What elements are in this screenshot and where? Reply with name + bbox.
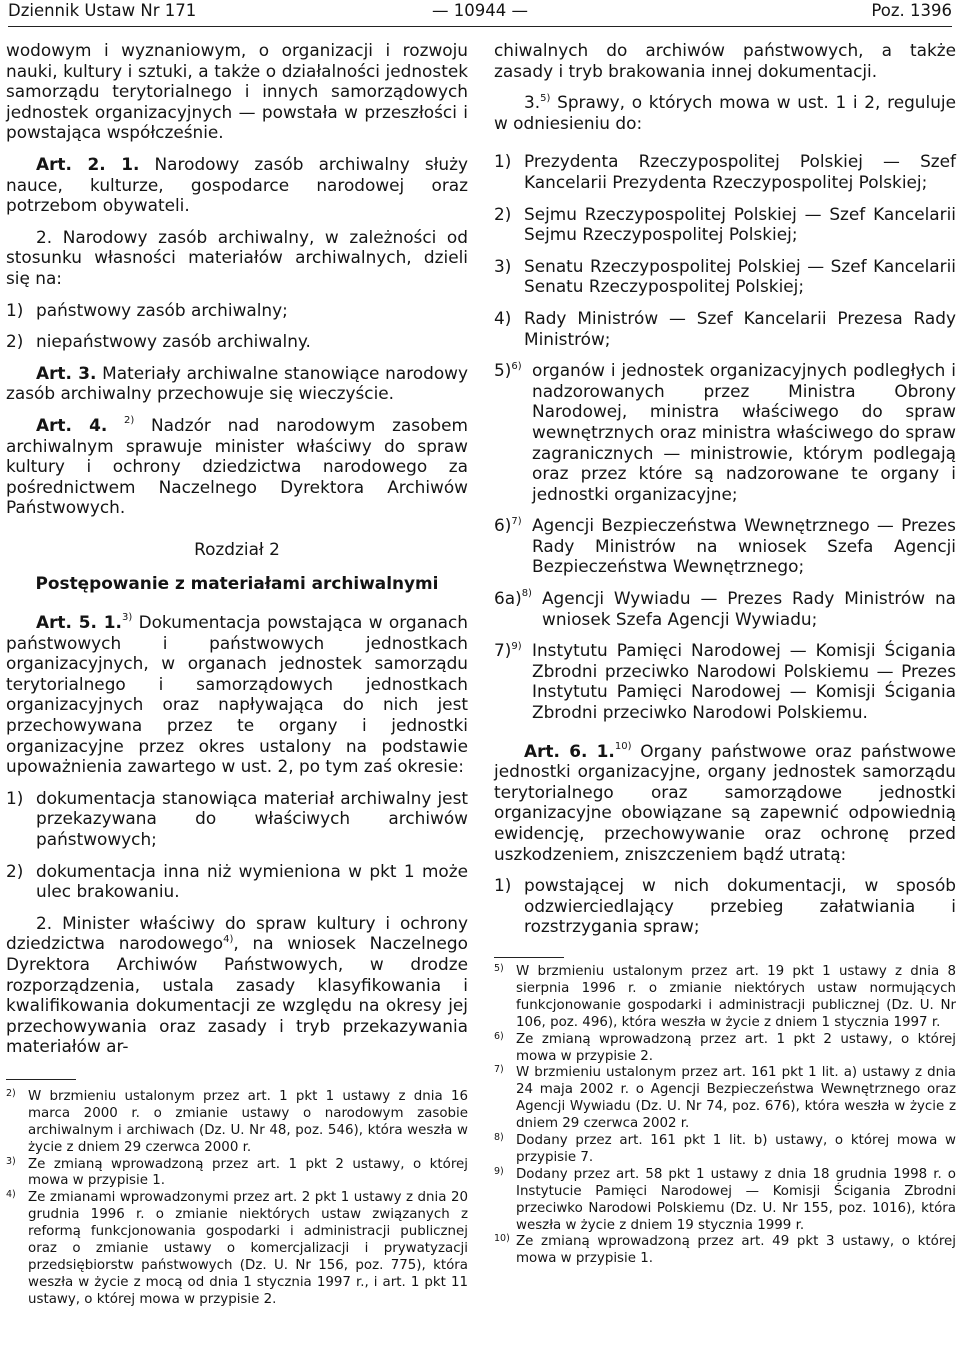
footnote-text: Dodany przez art. 58 pkt 1 ustawy z dnia 18 grudnia 1998 r. o Instytucie Pamięci Narodowej — Komisji Ścigania Zbrodni przeciwko Narodowi Polskiemu (Dz. U. Nr 155, poz. 1016), która weszła w życie z dniem 19 stycznia 1999 r.: [516, 1166, 956, 1233]
right-footnotes: [494, 964, 956, 1268]
art-5-ust-2: [6, 913, 468, 1057]
chapter-title: Postępowanie z materiałami archiwalnymi: [35, 573, 439, 594]
list-item-text: Instytutu Pamięci Narodowej — Komisji Ścigania Zbrodni przeciwko Narodowi Polskiemu — Prezes Instytutu Pamięci Narodowej — Komisji Ścigania Zbrodni przeciwko Narodowi Polskiemu.: [532, 640, 956, 723]
list-item: [494, 308, 956, 349]
list-item: [6, 861, 468, 902]
art-5-ust-3: [494, 92, 956, 133]
list-item-text: Senatu Rzeczypospolitej Polskiej — Szef Kancelarii Senatu Rzeczypospolitej Polskiej;: [524, 255, 956, 297]
list-item: [6, 331, 468, 352]
footnote-ref: 4): [223, 933, 234, 945]
list-item-text: Sejmu Rzeczypospolitej Polskiej — Szef Kancelarii Sejmu Rzeczypospolitej Polskiej;: [524, 203, 956, 245]
art-5-ust-2-text-b: , na wniosek Naczelnego Dyrektora Archiwów Państwowych, w drodze rozporządzenia, ustala zasady klasyfikowania i kwalifikowania dokumentacji ze względu na okresy jej przechowywania oraz zasady i tryb przekazywania materiałów ar-: [6, 933, 468, 1057]
list-item-number: 2): [6, 331, 24, 352]
art-2-ust-2: 2. Narodowy zasób archiwalny, w zależności od stosunku własności materiałów archiwalnych, dzieli się na:: [6, 226, 468, 288]
list-item: [6, 788, 468, 850]
list-item-number: 3): [494, 255, 512, 276]
position-number: Poz. 1396: [871, 1, 952, 20]
footnote-ref: 6): [511, 360, 522, 372]
footnote-text: Ze zmianami wprowadzonymi przez art. 2 pkt 1 ustawy z dnia 20 grudnia 1996 r. o zmianie niektórych ustaw związanych z reformą funkcjonowania gospodarki i administracji publicznej oraz o zmianie ustawy o komercjalizacji i prywatyzacji przedsiębiorstw państwowych (Dz. U. Nr 156, poz. 775), która weszła w życie z mocą od dnia 1 stycznia 1997 r., i art. 1 pkt 11 ustawy, o której mowa w przypisie 2.: [28, 1190, 468, 1307]
journal-title: Dziennik Ustaw Nr 171: [8, 1, 197, 20]
list-item-number: 2): [6, 860, 24, 881]
art-3-text: Materiały archiwalne stanowiące narodowy zasób archiwalny przechowuje się wieczyście.: [6, 362, 468, 404]
art-6-label: Art. 6. 1.: [524, 740, 615, 761]
intro-paragraph: wodowym i wyznaniowym, o organizacji i rozwoju nauki, kultury i sztuki, a także o działalności jednostek samorządu terytorialnego i innych samorządowych jednostek organizacyjnych — powstała w przeszłości i powstająca współcześnie.: [6, 40, 468, 143]
footnote-number: 6): [494, 1030, 504, 1042]
running-header: [8, 0, 952, 27]
footnote-number: 7): [494, 1064, 504, 1076]
art-6-ust-1: [494, 741, 956, 865]
footnote-number: 5): [494, 962, 504, 974]
list-item-number: 1): [494, 875, 512, 896]
footnote-divider: [494, 957, 564, 958]
footnote-ref: 9): [511, 640, 522, 652]
footnote-text: W brzmieniu ustalonym przez art. 161 pkt 1 lit. a) ustawy z dnia 24 maja 2002 r. o Agencji Bezpieczeństwa Wewnętrznego oraz Agencji Wywiadu (Dz. U. Nr 74, poz. 676), która weszła w życie z dniem 29 czerwca 2002 r.: [516, 1065, 956, 1132]
left-column: [6, 40, 468, 1309]
list-item-text: Prezydenta Rzeczypospolitej Polskiej — Szef Kancelarii Prezydenta Rzeczypospolitej Polskiej;: [524, 151, 956, 192]
art-4-text: Nadzór nad narodowym zasobem archiwalnym sprawuje minister właściwy do spraw kultury i ochrony dziedzictwa narodowego za pośrednictwem Naczelnego Dyrektora Archiwów Państwowych.: [6, 414, 468, 518]
art-3-label: Art. 3.: [36, 362, 97, 383]
page-number: — 10944 —: [432, 1, 528, 20]
footnote: [494, 1065, 956, 1133]
list-item: [494, 256, 956, 297]
left-footnotes: [6, 1089, 468, 1309]
list-item-number: [494, 640, 522, 661]
footnote: [494, 1133, 956, 1167]
footnote-divider: [6, 1079, 76, 1080]
footnote-number: 8): [494, 1132, 504, 1144]
list-item-text: dokumentacja stanowiąca materiał archiwalny jest przekazywana do właściwych archiwów państwowych;: [36, 787, 468, 849]
list-item-number: 2): [494, 203, 512, 224]
list-item-text: organów i jednostek organizacyjnych podległych i nadzorowanych przez Ministra Obrony Narodowej, ministra właściwego do spraw wewnętrznych oraz ministra właściwego do spraw zagranicznych — ministrowie, którym podlegają oraz przez które są nadzorowane te organy i jednostki organizacyjne;: [532, 360, 956, 504]
list-item-number: [494, 515, 522, 536]
list-item-text: niepaństwowy zasób archiwalny.: [36, 331, 311, 352]
list-item: [494, 360, 956, 504]
list-item: [494, 875, 956, 937]
list-item: [494, 640, 956, 722]
list-item-text: Agencji Wywiadu — Prezes Rady Ministrów na wniosek Szefa Agencji Wywiadu;: [542, 588, 956, 629]
list-item: [494, 515, 956, 577]
footnote-text: Ze zmianą wprowadzoną przez art. 49 pkt 3 ustawy, o której mowa w przypisie 1.: [516, 1234, 956, 1267]
footnote: [6, 1157, 468, 1191]
footnote-number: 4): [6, 1189, 16, 1201]
list-item-number: 1): [494, 151, 512, 172]
footnote-ref: 10): [614, 741, 632, 752]
art-2-ust-1-text: Narodowy zasób archiwalny służy nauce, kulturze, gospodarce narodowej oraz potrzebom obywateli.: [6, 153, 468, 216]
art-5-ust-3-number: 3.: [524, 92, 541, 113]
footnote-text: W brzmieniu ustalonym przez art. 1 pkt 1 ustawy z dnia 16 marca 2000 r. o zmianie ustawy o narodowym zasobie archiwalnym i archiwach (Dz. U. Nr 48, poz. 546), która weszła w życie z dniem 29 czerwca 2000 r.: [28, 1088, 468, 1155]
footnote-number: 3): [6, 1155, 16, 1167]
footnote-ref: 8): [521, 588, 532, 600]
chapter-number: Rozdział 2: [194, 538, 280, 559]
list-item-text: państwowy zasób archiwalny;: [36, 299, 288, 320]
footnote: [494, 964, 956, 1032]
list-item-text: Agencji Bezpieczeństwa Wewnętrznego — Prezes Rady Ministrów na wniosek Szefa Agencji Bezpieczeństwa Wewnętrznego;: [532, 515, 956, 577]
list-item-number: [494, 588, 532, 609]
art-3: [6, 363, 468, 404]
footnote-text: Ze zmianą wprowadzoną przez art. 1 pkt 2 ustawy, o której mowa w przypisie 1.: [28, 1156, 468, 1189]
footnote-number: 2): [6, 1087, 16, 1099]
list-item-text: dokumentacja inna niż wymieniona w pkt 1 może ulec brakowaniu.: [36, 860, 468, 902]
footnote-ref: 5): [540, 92, 551, 104]
art-4: [6, 415, 468, 518]
footnote: [494, 1032, 956, 1066]
footnote-number: 10): [494, 1233, 510, 1245]
footnote: [494, 1234, 956, 1268]
right-column: [494, 40, 956, 1268]
art-4-label: Art. 4.: [36, 414, 108, 435]
footnote-text: W brzmieniu ustalonym przez art. 19 pkt 1 ustawy z dnia 8 sierpnia 1996 r. o zmianie niektórych ustaw normujących funkcjonowanie gospodarki i administracji publicznej (Dz. U. Nr 106, poz. 496), która weszła w życie z dniem 1 stycznia 1997 r.: [516, 963, 956, 1030]
footnote: [494, 1167, 956, 1235]
art-5-ust-1-text: Dokumentacja powstająca w organach państwowych i państwowych jednostkach organizacyjnych, w organach jednostek samorządu terytorialnego i samorządowych jednostkach organizacyjnych oraz napływająca do nich jest przechowywana przez te organy i jednostki organizacyjne przez okres ustalony na podstawie upoważnienia zawartego w ust. 2, po tym zaś okresie:: [6, 612, 468, 777]
art-5-ust-3-text: Sprawy, o których mowa w ust. 1 i 2, reguluje w odniesieniu do:: [494, 92, 956, 133]
art-6-ust-1-text: Organy państwowe oraz państwowe jednostki organizacyjne, organy jednostek samorządu terytorialnego oraz samorządowe jednostki organizacyjne obowiązane są zapewnić odpowiednią ewidencję, przechowywanie oraz ochronę przed uszkodzeniem, zniszczeniem bądź utratą:: [494, 740, 956, 864]
list-item-text: powstającej w nich dokumentacji, w sposób odzwierciedlający przebieg załatwiania i rozstrzygania spraw;: [524, 875, 956, 937]
list-item-number-label: 6): [494, 515, 512, 536]
footnote-number: 9): [494, 1165, 504, 1177]
art-5-ust-2-text-a: 2. Minister właściwy do spraw kultury i ochrony dziedzictwa narodowego: [6, 912, 468, 954]
list-item: [494, 204, 956, 245]
list-item-number: [494, 360, 522, 381]
list-item-number: 1): [6, 299, 24, 320]
footnote: [6, 1190, 468, 1308]
continuation-paragraph: chiwalnych do archiwów państwowych, a także zasady i tryb brakowania innej dokumentacji.: [494, 40, 956, 81]
list-item-number-label: 6a): [494, 588, 522, 609]
art-2-label: Art. 2. 1.: [36, 153, 140, 174]
footnote-text: Dodany przez art. 161 pkt 1 lit. b) ustawy, o której mowa w przypisie 7.: [516, 1133, 956, 1165]
list-item-number-label: 7): [494, 640, 512, 661]
footnote: [6, 1089, 468, 1157]
list-item-number: 1): [6, 787, 24, 808]
list-item: [6, 300, 468, 321]
art-2-ust-1: [6, 154, 468, 216]
list-item: [494, 588, 956, 629]
list-item-number-label: 5): [494, 360, 512, 381]
footnote-ref: 2): [124, 415, 135, 427]
footnote-ref: 7): [511, 515, 522, 527]
art-5-ust-1: [6, 612, 468, 777]
list-item-number: 4): [494, 307, 512, 328]
list-item-text: Rady Ministrów — Szef Kancelarii Prezesa Rady Ministrów;: [524, 307, 956, 349]
art-5-label: Art. 5. 1.: [36, 612, 122, 633]
footnote-text: Ze zmianą wprowadzoną przez art. 1 pkt 2 ustawy, o której mowa w przypisie 2.: [516, 1031, 956, 1064]
footnote-ref: 3): [121, 612, 133, 624]
list-item: [494, 151, 956, 192]
